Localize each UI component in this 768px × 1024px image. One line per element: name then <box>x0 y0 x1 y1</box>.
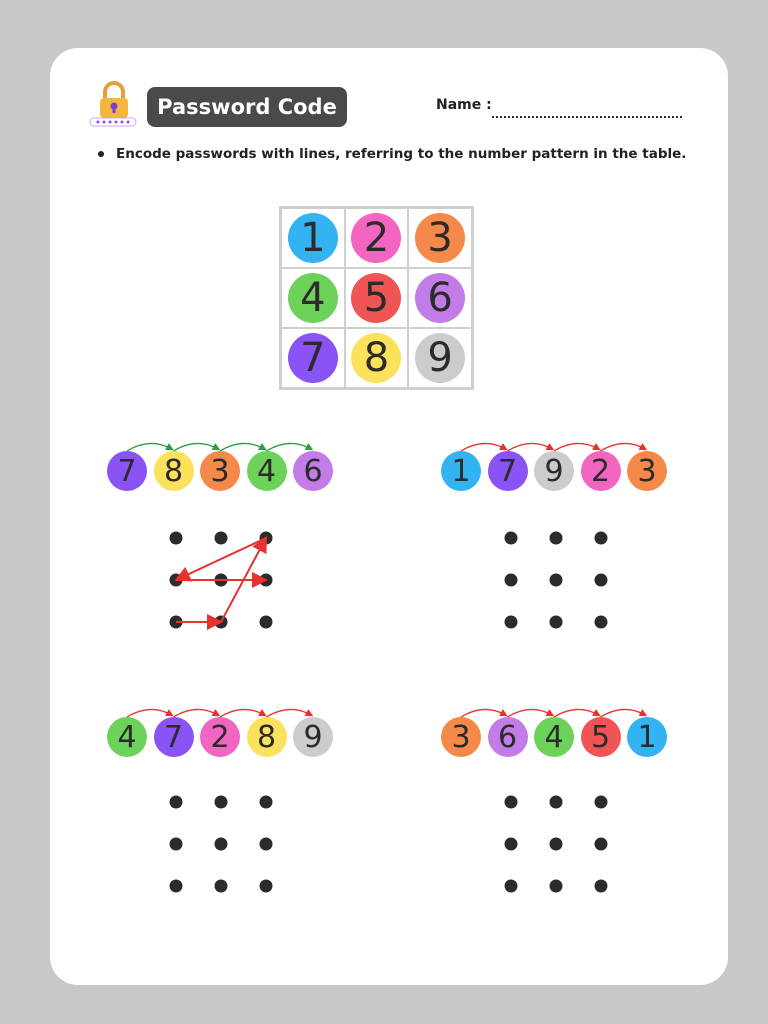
sequence-digit: 8 <box>154 451 194 491</box>
sequence-arrows <box>441 705 701 725</box>
number-table <box>279 206 474 390</box>
sequence-digit: 5 <box>581 717 621 757</box>
sequence-digit: 6 <box>488 717 528 757</box>
grid-dot[interactable] <box>260 880 273 893</box>
grid-dot[interactable] <box>260 616 273 629</box>
table-cell <box>408 268 472 328</box>
sequence-arrows <box>441 439 701 459</box>
sequence-digit: 2 <box>581 451 621 491</box>
name-label: Name : <box>436 97 492 113</box>
sequence-arrow <box>267 709 312 717</box>
table-cell <box>281 208 345 268</box>
sequence-arrow <box>554 443 599 451</box>
number-circle: 5 <box>351 273 401 323</box>
lock-icon <box>88 78 140 128</box>
instruction-text: Encode passwords with lines, referring to the number pattern in the table. <box>116 146 687 162</box>
grid-dot[interactable] <box>260 796 273 809</box>
sequence-digit: 9 <box>534 451 574 491</box>
table-cell <box>345 208 409 268</box>
sequence-digit: 2 <box>200 717 240 757</box>
grid-dot[interactable] <box>595 880 608 893</box>
grid-dot[interactable] <box>215 838 228 851</box>
dot-grid[interactable] <box>501 528 611 628</box>
grid-dot[interactable] <box>550 574 563 587</box>
sequence-digit: 9 <box>293 717 333 757</box>
sequence-arrow <box>461 443 506 451</box>
grid-dot[interactable] <box>550 616 563 629</box>
grid-dot[interactable] <box>505 796 518 809</box>
number-circle: 9 <box>415 333 465 383</box>
grid-dot[interactable] <box>550 838 563 851</box>
grid-dot[interactable] <box>505 616 518 629</box>
sequence-arrows <box>107 705 367 725</box>
sequence-arrow <box>174 709 219 717</box>
sequence-digit: 7 <box>488 451 528 491</box>
table-cell <box>408 208 472 268</box>
table-cell <box>408 328 472 388</box>
dot-grid[interactable] <box>166 528 276 628</box>
sequence-digit: 3 <box>627 451 667 491</box>
sequence-digit: 8 <box>247 717 287 757</box>
sequence-arrow <box>127 443 172 451</box>
number-circle: 4 <box>288 273 338 323</box>
sequence-arrow <box>267 443 312 451</box>
number-circle: 6 <box>415 273 465 323</box>
sequence-arrow <box>601 443 646 451</box>
grid-dot[interactable] <box>550 796 563 809</box>
instruction <box>98 146 686 162</box>
grid-dot[interactable] <box>505 880 518 893</box>
number-circle: 8 <box>351 333 401 383</box>
grid-dot[interactable] <box>595 574 608 587</box>
bullet-icon <box>98 151 104 157</box>
sequence-digit: 4 <box>107 717 147 757</box>
table-cell <box>281 328 345 388</box>
grid-dot[interactable] <box>170 796 183 809</box>
dot-grid[interactable] <box>166 792 276 892</box>
number-circle: 2 <box>351 213 401 263</box>
grid-dot[interactable] <box>170 880 183 893</box>
page-title: Password Code <box>147 87 347 127</box>
grid-dot[interactable] <box>170 532 183 545</box>
sequence-arrow <box>601 709 646 717</box>
dot-grid[interactable] <box>501 792 611 892</box>
sequence-digit: 1 <box>441 451 481 491</box>
number-circle: 7 <box>288 333 338 383</box>
sequence-digit: 4 <box>534 717 574 757</box>
sequence-digit: 1 <box>627 717 667 757</box>
sequence-digit: 3 <box>200 451 240 491</box>
table-cell <box>281 268 345 328</box>
sequence-digit: 7 <box>107 451 147 491</box>
sequence-arrow <box>220 709 265 717</box>
grid-dot[interactable] <box>595 616 608 629</box>
name-field[interactable] <box>492 116 682 118</box>
grid-dot[interactable] <box>550 880 563 893</box>
sequence-arrow <box>461 709 506 717</box>
grid-dot[interactable] <box>215 532 228 545</box>
sequence-arrow <box>508 709 553 717</box>
sequence-digit: 4 <box>247 451 287 491</box>
grid-dot[interactable] <box>215 880 228 893</box>
sequence-arrow <box>174 443 219 451</box>
sequence-arrow <box>127 709 172 717</box>
grid-dot[interactable] <box>170 838 183 851</box>
table-cell <box>345 268 409 328</box>
grid-dot[interactable] <box>550 532 563 545</box>
sequence-digit: 6 <box>293 451 333 491</box>
table-cell <box>345 328 409 388</box>
worksheet <box>50 48 728 985</box>
sequence-digit: 7 <box>154 717 194 757</box>
number-circle: 1 <box>288 213 338 263</box>
grid-dot[interactable] <box>505 532 518 545</box>
grid-dot[interactable] <box>260 838 273 851</box>
grid-dot[interactable] <box>215 796 228 809</box>
grid-dot[interactable] <box>595 838 608 851</box>
number-circle: 3 <box>415 213 465 263</box>
sequence-digit: 3 <box>441 717 481 757</box>
grid-dot[interactable] <box>595 796 608 809</box>
grid-dot[interactable] <box>505 838 518 851</box>
sequence-arrow <box>508 443 553 451</box>
grid-dot[interactable] <box>505 574 518 587</box>
sequence-arrows <box>107 439 367 459</box>
sequence-arrow <box>554 709 599 717</box>
sequence-arrow <box>220 443 265 451</box>
grid-dot[interactable] <box>595 532 608 545</box>
